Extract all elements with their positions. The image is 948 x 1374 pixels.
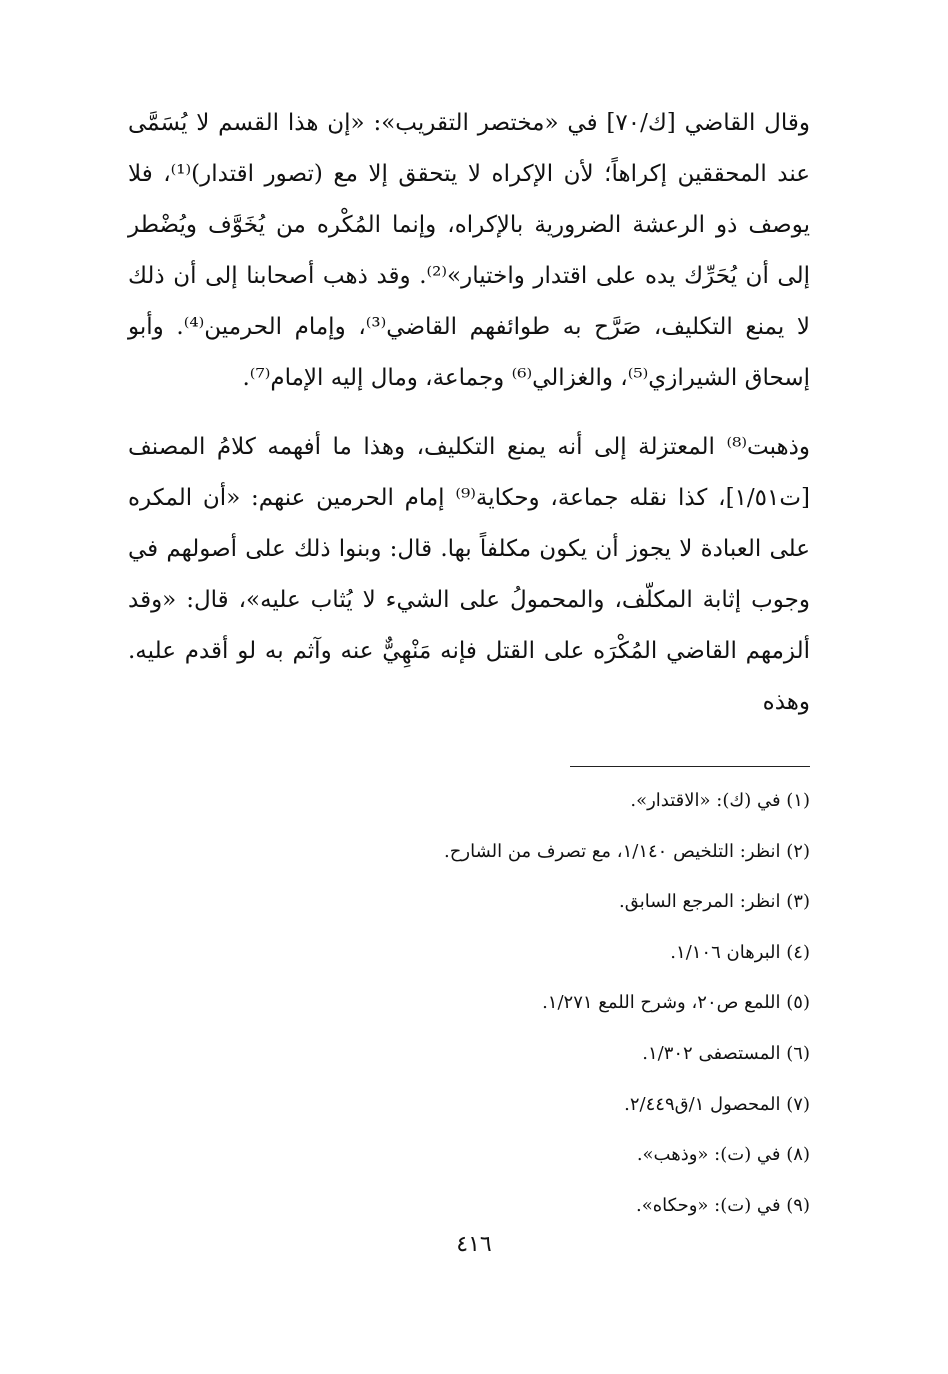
footnote-5: (٥) اللمع ص٢٠، وشرح اللمع ١/٢٧١.	[542, 992, 810, 1014]
footnote-9: (٩) في (ت): «وحكاه».	[636, 1194, 810, 1216]
footnote-2: (٢) انظر: التلخيص ١/١٤٠، مع تصرف من الشارح.	[444, 840, 810, 862]
footnote-divider	[570, 766, 810, 767]
footnote-1: (١) في (ك): «الاقتدار».	[630, 790, 810, 811]
footnote-3: (٣) انظر: المرجع السابق.	[619, 891, 810, 913]
footnote-7: (٧) المحصول ١/ق٢/٤٤٩.	[624, 1093, 810, 1115]
footnote-8: (٨) في (ت): «وذهب».	[636, 1144, 810, 1166]
footnote-6: (٦) المستصفى ١/٣٠٢.	[642, 1042, 810, 1064]
footnote-4: (٤) البرهان ١/١٠٦.	[670, 941, 810, 963]
page-number: ٤١٦	[456, 1232, 492, 1257]
paragraph: وقال القاضي [ك/٧٠] في «مختصر التقريب»: «إن هذا القسم لا يُسَمَّى عند المحققين إكراهاً؛ لأن الإكراه لا يتحقق إلا مع (تصور اقتدار)⁽¹⁾، فلا يوصف ذو الرعشة الضرورية بالإكراه، وإنما المُكْره من يُخَوَّف ويُضْطر إلى أن يُحَرِّك يده على اقتدار واختيار»⁽²⁾. وقد ذهب أصحابنا إلى أن ذلك لا يمنع التكليف، صَرَّح به طوائفهم القاضي⁽³⁾، وإمام الحرمين⁽⁴⁾. وأبو إسحاق الشيرازي⁽⁵⁾، والغزالي⁽⁶⁾ وجماعة، ومال إليه الإمام⁽⁷⁾.	[128, 110, 810, 391]
footnotes	[200, 784, 810, 1239]
main-text	[128, 98, 810, 728]
paragraph: وذهبت⁽⁸⁾ المعتزلة إلى أنه يمنع التكليف، وهذا ما أفهمه كلامُ المصنف [ت١/٥١]، كذا نقله جماعة، وحكاية⁽⁹⁾ إمام الحرمين عنهم: «أن المكره على العبادة لا يجوز أن يكون مكلفاً بها. قال: وبنوا ذلك على أصولهم في وجوب إثابة المكلّف، والمحمولُ على الشيء لا يُثاب عليه»، قال: «وقد ألزمهم القاضي المُكْرَه على القتل فإنه مَنْهِيٌّ عنه وآثم به لو أقدم عليه. وهذه	[128, 434, 810, 715]
